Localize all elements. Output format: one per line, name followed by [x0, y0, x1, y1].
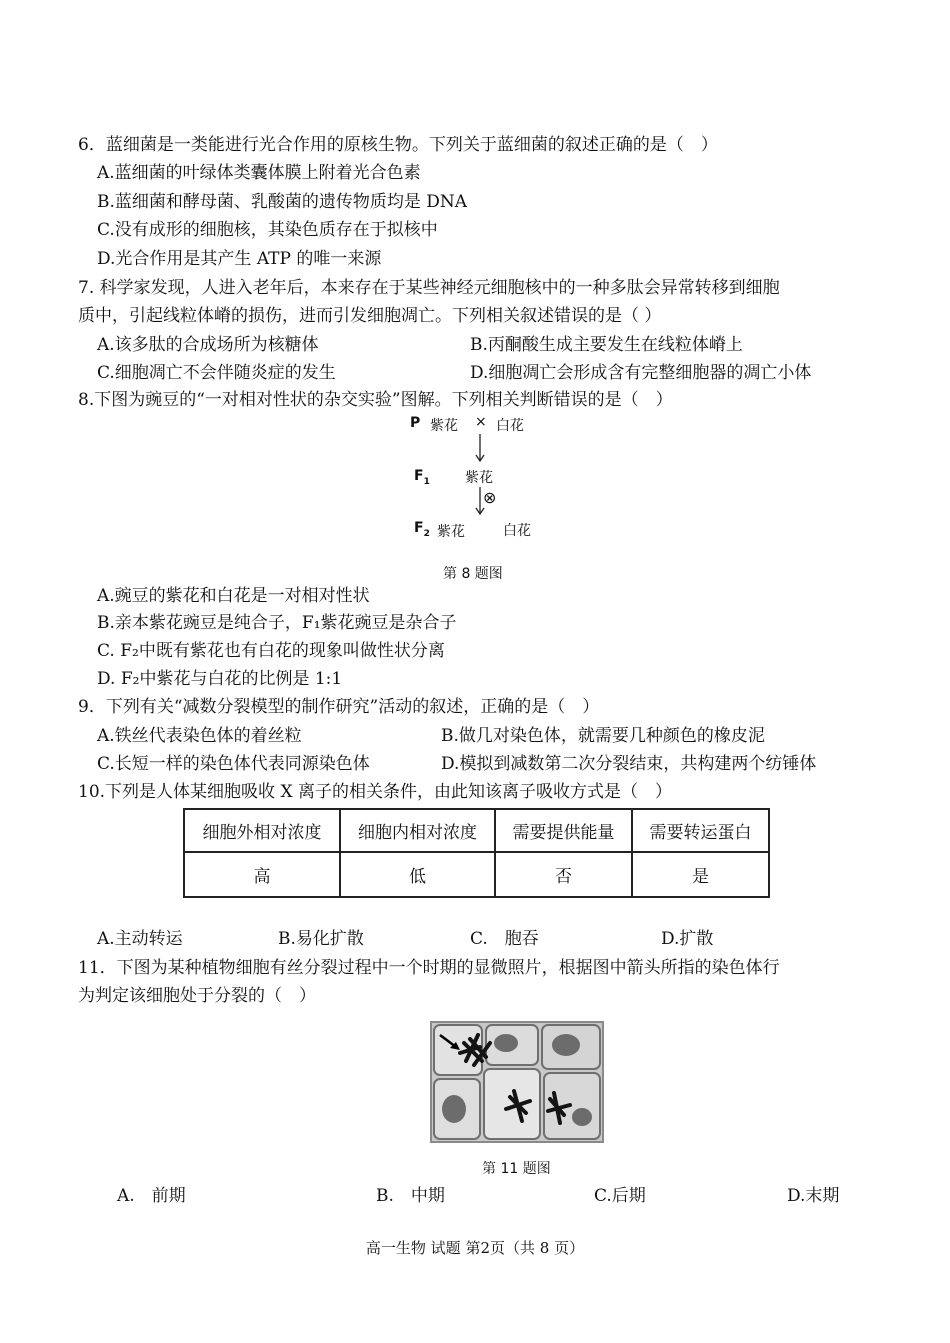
f2-purple-offspring: 紫花 [437, 524, 465, 540]
micrograph-image [430, 1021, 604, 1143]
q8-option-b: B.亲本紫花豌豆是纯合子，F₁紫花豌豆是杂合子 [97, 613, 457, 633]
q9-option-c: C.长短一样的染色体代表同源染色体 [97, 754, 370, 774]
table-cell: 低 [340, 852, 495, 897]
q9-option-a: A.铁丝代表染色体的着丝粒 [97, 726, 302, 746]
q9-option-d: D.模拟到减数第二次分裂结束，共构建两个纺锤体 [441, 754, 817, 774]
q8-stem: 8.下图为豌豆的“一对相对性状的杂交实验”图解。下列相关判断错误的是（ ） [78, 390, 673, 410]
f2-white-offspring: 白花 [503, 523, 531, 539]
q6-stem: 6．蓝细菌是一类能进行光合作用的原核生物。下列关于蓝细菌的叙述正确的是（ ） [78, 135, 718, 155]
page-footer: 高一生物 试题 第2页（共 8 页） [365, 1239, 585, 1257]
q10-option-d: D.扩散 [661, 929, 714, 949]
q10-option-c: C. 胞吞 [470, 929, 539, 949]
table-header-cell: 需要转运蛋白 [632, 809, 769, 852]
q11-figure-caption: 第 11 题图 [482, 1161, 551, 1177]
q10-option-b: B.易化扩散 [278, 929, 364, 949]
q6-option-a: A.蓝细菌的叶绿体类囊体膜上附着光合色素 [97, 163, 421, 183]
table-header-cell: 细胞内相对浓度 [340, 809, 495, 852]
q10-option-a: A.主动转运 [97, 929, 183, 949]
q8-option-a: A.豌豆的紫花和白花是一对相对性状 [97, 586, 370, 606]
q11-option-c: C.后期 [594, 1186, 646, 1206]
q7-option-a: A.该多肽的合成场所为核糖体 [97, 335, 319, 355]
f1-purple-offspring: 紫花 [465, 470, 493, 486]
table-header-cell: 需要提供能量 [495, 809, 632, 852]
q8-figure-caption: 第 8 题图 [443, 566, 503, 582]
table-cell: 是 [632, 852, 769, 897]
table-cell: 否 [495, 852, 632, 897]
q7-option-d: D.细胞凋亡会形成含有完整细胞器的凋亡小体 [470, 363, 812, 383]
p-purple-parent: 紫花 [430, 418, 458, 434]
table-header-cell: 细胞外相对浓度 [184, 809, 340, 852]
q11-option-a: A. 前期 [117, 1186, 186, 1206]
q11-option-d: D.末期 [787, 1186, 840, 1206]
ion-absorption-table [183, 808, 770, 898]
q8-option-c: C. F₂中既有紫花也有白花的现象叫做性状分离 [97, 641, 445, 661]
q6-option-c: C.没有成形的细胞核，其染色质存在于拟核中 [97, 220, 438, 240]
p-white-parent: 白花 [496, 418, 524, 434]
q7-option-b: B.丙酮酸生成主要发生在线粒体嵴上 [470, 335, 743, 355]
table-cell: 高 [184, 852, 340, 897]
q11-stem-line1: 11．下图为某种植物细胞有丝分裂过程中一个时期的显微照片，根据图中箭头所指的染色体行 [78, 958, 780, 978]
q11-stem-line2: 为判定该细胞处于分裂的（ ） [78, 986, 316, 1006]
q6-option-b: B.蓝细菌和酵母菌、乳酸菌的遗传物质均是 DNA [97, 192, 468, 212]
q8-option-d: D. F₂中紫花与白花的比例是 1:1 [97, 669, 343, 689]
q9-option-b: B.做几对染色体，就需要几种颜色的橡皮泥 [441, 726, 765, 746]
f1-generation-label: $F_1$ [414, 468, 430, 487]
q7-option-c: C.细胞凋亡不会伴随炎症的发生 [97, 363, 336, 383]
arrow-down-icon [472, 434, 488, 464]
q9-stem: 9．下列有关“减数分裂模型的制作研究”活动的叙述，正确的是（ ） [78, 697, 600, 717]
q10-stem: 10.下列是人体某细胞吸收 X 离子的相关条件，由此知该离子吸收方式是（ ） [78, 782, 672, 802]
q11-option-b: B. 中期 [376, 1186, 445, 1206]
f2-generation-label: $F_2$ [414, 520, 430, 539]
q7-stem-line2: 质中，引起线粒体嵴的损伤，进而引发细胞凋亡。下列相关叙述错误的是（ ） [78, 306, 662, 326]
q7-stem-line1: 7. 科学家发现，人进入老年后，本来存在于某些神经元细胞核中的一种多肽会异常转移到细胞 [78, 278, 780, 298]
table-header-row [184, 809, 769, 852]
q6-option-d: D.光合作用是其产生 ATP 的唯一来源 [97, 249, 382, 269]
p-generation-label: P [410, 415, 421, 431]
table-row [184, 852, 769, 897]
cross-symbol: × [475, 414, 487, 430]
selfing-symbol: ⊗ [483, 488, 497, 507]
